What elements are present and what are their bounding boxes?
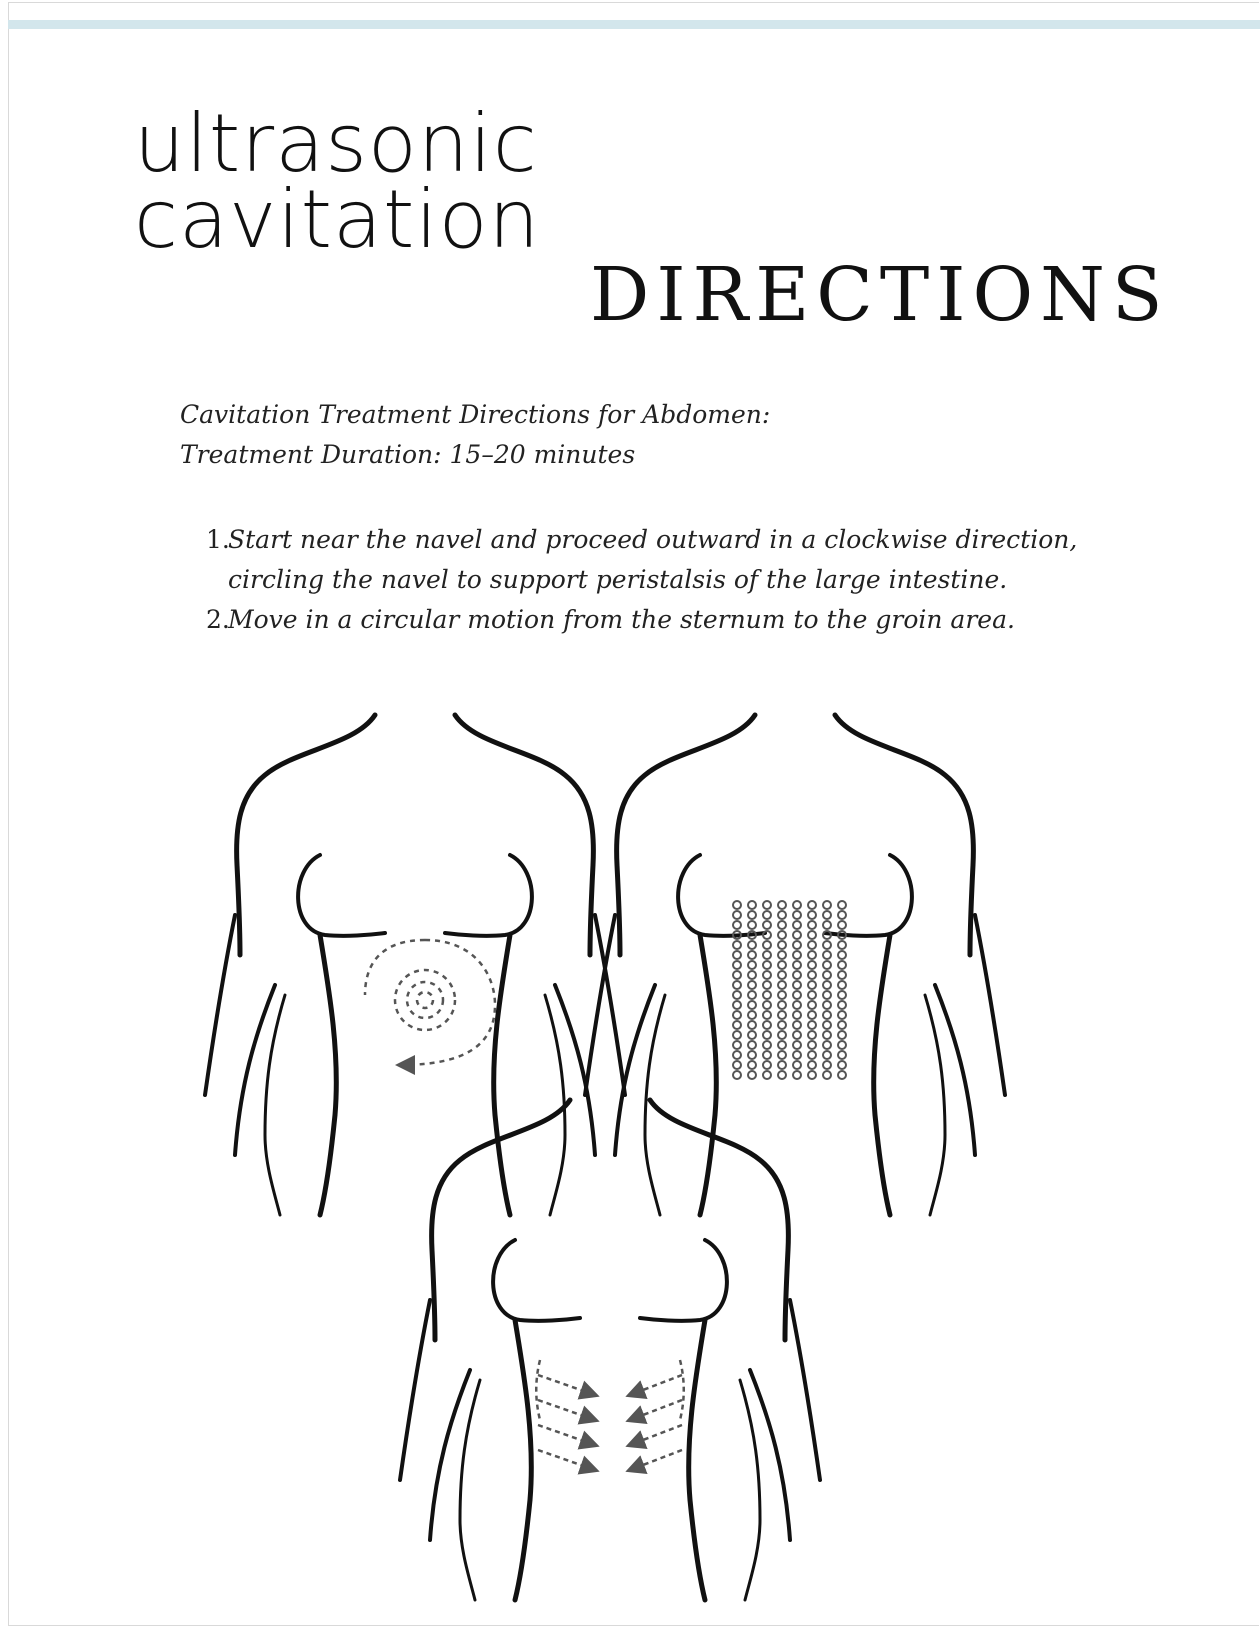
loop-mark bbox=[748, 1031, 756, 1039]
loop-mark bbox=[823, 991, 831, 999]
loop-mark bbox=[733, 901, 741, 909]
loop-mark bbox=[808, 1031, 816, 1039]
loop-mark bbox=[763, 951, 771, 959]
loop-mark bbox=[763, 971, 771, 979]
loop-mark bbox=[778, 931, 786, 939]
loop-mark bbox=[793, 1051, 801, 1059]
loop-mark bbox=[793, 931, 801, 939]
loop-mark bbox=[838, 901, 846, 909]
title-cavitation: cavitation bbox=[134, 173, 541, 266]
loop-mark bbox=[778, 981, 786, 989]
loop-mark bbox=[838, 1021, 846, 1029]
loop-mark bbox=[733, 1031, 741, 1039]
loop-mark bbox=[838, 981, 846, 989]
loop-mark bbox=[838, 1051, 846, 1059]
loops-figure bbox=[585, 715, 1005, 1215]
loop-mark bbox=[748, 941, 756, 949]
loop-mark bbox=[793, 1041, 801, 1049]
loop-mark bbox=[823, 901, 831, 909]
loop-mark bbox=[823, 1011, 831, 1019]
loop-mark bbox=[748, 1001, 756, 1009]
loop-mark bbox=[748, 991, 756, 999]
loop-mark bbox=[748, 961, 756, 969]
spiral-figure bbox=[205, 715, 625, 1215]
loop-mark bbox=[748, 981, 756, 989]
loop-mark bbox=[808, 921, 816, 929]
loop-mark bbox=[763, 1041, 771, 1049]
loop-mark bbox=[838, 961, 846, 969]
loop-mark bbox=[733, 921, 741, 929]
loop-mark bbox=[778, 1001, 786, 1009]
loop-mark bbox=[733, 1011, 741, 1019]
loop-mark bbox=[808, 1021, 816, 1029]
loop-mark bbox=[808, 961, 816, 969]
loop-mark bbox=[793, 1001, 801, 1009]
loop-mark bbox=[778, 991, 786, 999]
loop-mark bbox=[793, 991, 801, 999]
loop-mark bbox=[778, 1061, 786, 1069]
loop-mark bbox=[808, 1071, 816, 1079]
loop-mark bbox=[748, 921, 756, 929]
loop-mark bbox=[733, 1071, 741, 1079]
loop-mark bbox=[778, 1021, 786, 1029]
loop-mark bbox=[763, 921, 771, 929]
loop-mark bbox=[748, 971, 756, 979]
loop-mark bbox=[808, 1001, 816, 1009]
loop-mark bbox=[823, 921, 831, 929]
arrows-figure bbox=[400, 1100, 820, 1600]
loop-mark bbox=[793, 961, 801, 969]
loop-mark bbox=[763, 901, 771, 909]
loop-mark bbox=[838, 911, 846, 919]
loop-mark bbox=[793, 1021, 801, 1029]
loop-mark bbox=[793, 901, 801, 909]
loop-mark bbox=[793, 1061, 801, 1069]
loop-mark bbox=[733, 1001, 741, 1009]
loop-mark bbox=[823, 971, 831, 979]
loop-mark bbox=[823, 1001, 831, 1009]
loop-mark bbox=[823, 951, 831, 959]
step-number: 2. bbox=[206, 605, 230, 634]
loop-mark bbox=[733, 951, 741, 959]
loop-mark bbox=[808, 1011, 816, 1019]
loop-mark bbox=[733, 971, 741, 979]
loop-mark bbox=[838, 951, 846, 959]
loop-mark bbox=[733, 1051, 741, 1059]
loop-mark bbox=[763, 1071, 771, 1079]
loop-mark bbox=[748, 1061, 756, 1069]
loop-mark bbox=[778, 1051, 786, 1059]
loop-mark bbox=[748, 1011, 756, 1019]
loop-mark bbox=[823, 911, 831, 919]
loop-mark bbox=[778, 1071, 786, 1079]
loop-mark bbox=[793, 1031, 801, 1039]
loop-mark bbox=[823, 1041, 831, 1049]
loop-mark bbox=[823, 941, 831, 949]
loop-mark bbox=[838, 1071, 846, 1079]
loop-mark bbox=[793, 981, 801, 989]
loop-mark bbox=[778, 921, 786, 929]
loop-mark bbox=[778, 1031, 786, 1039]
intro-duration: Treatment Duration: 15–20 minutes bbox=[180, 440, 636, 469]
loop-mark bbox=[808, 971, 816, 979]
loop-mark bbox=[793, 941, 801, 949]
loop-mark bbox=[763, 1061, 771, 1069]
loop-mark bbox=[748, 1021, 756, 1029]
loop-mark bbox=[838, 1001, 846, 1009]
loop-mark bbox=[748, 1041, 756, 1049]
title-directions: DIRECTIONS bbox=[590, 252, 1170, 338]
loop-mark bbox=[763, 1011, 771, 1019]
loop-mark bbox=[778, 1011, 786, 1019]
loop-mark bbox=[793, 921, 801, 929]
loop-mark bbox=[838, 1061, 846, 1069]
loop-mark bbox=[763, 1051, 771, 1059]
loop-mark bbox=[763, 1021, 771, 1029]
loop-mark bbox=[808, 901, 816, 909]
loop-mark bbox=[763, 911, 771, 919]
loop-mark bbox=[763, 961, 771, 969]
loop-mark bbox=[808, 951, 816, 959]
loop-mark bbox=[733, 911, 741, 919]
loop-mark bbox=[808, 1041, 816, 1049]
loop-mark bbox=[838, 921, 846, 929]
loop-mark bbox=[838, 941, 846, 949]
loop-mark bbox=[793, 971, 801, 979]
loop-mark bbox=[808, 941, 816, 949]
loop-mark bbox=[823, 1071, 831, 1079]
loop-mark bbox=[748, 1051, 756, 1059]
loop-mark bbox=[823, 1021, 831, 1029]
loop-mark bbox=[778, 961, 786, 969]
loop-mark bbox=[748, 911, 756, 919]
loop-mark bbox=[763, 941, 771, 949]
loop-mark bbox=[838, 1011, 846, 1019]
loop-mark bbox=[778, 971, 786, 979]
loop-mark bbox=[838, 971, 846, 979]
step-text: circling the navel to support peristalsis of the large intestine. bbox=[228, 565, 1008, 594]
loop-mark bbox=[808, 911, 816, 919]
step-text: Move in a circular motion from the sternum to the groin area. bbox=[228, 605, 1015, 634]
loop-mark bbox=[733, 1021, 741, 1029]
loop-mark bbox=[733, 991, 741, 999]
step-number: 1. bbox=[206, 525, 230, 554]
loop-mark bbox=[778, 951, 786, 959]
loop-mark bbox=[808, 981, 816, 989]
loop-mark bbox=[748, 901, 756, 909]
loop-mark bbox=[808, 1061, 816, 1069]
loop-mark bbox=[733, 981, 741, 989]
loop-mark bbox=[793, 1011, 801, 1019]
loop-mark bbox=[733, 941, 741, 949]
loop-mark bbox=[778, 1041, 786, 1049]
loop-mark bbox=[793, 1071, 801, 1079]
loop-mark bbox=[748, 1071, 756, 1079]
loop-mark bbox=[823, 1051, 831, 1059]
loop-mark bbox=[733, 961, 741, 969]
loop-mark bbox=[838, 1041, 846, 1049]
loop-mark bbox=[823, 1031, 831, 1039]
loop-mark bbox=[733, 1041, 741, 1049]
loop-mark bbox=[808, 931, 816, 939]
loop-mark bbox=[838, 1031, 846, 1039]
loop-mark bbox=[808, 1051, 816, 1059]
loop-mark bbox=[823, 961, 831, 969]
title-ultrasonic: ultrasonic bbox=[134, 97, 538, 190]
loop-mark bbox=[763, 1001, 771, 1009]
loop-mark bbox=[823, 981, 831, 989]
loop-mark bbox=[763, 1031, 771, 1039]
loop-mark bbox=[763, 991, 771, 999]
loop-mark bbox=[808, 991, 816, 999]
loop-mark bbox=[793, 911, 801, 919]
loop-mark bbox=[778, 901, 786, 909]
loop-mark bbox=[763, 981, 771, 989]
loop-mark bbox=[778, 911, 786, 919]
loop-mark bbox=[748, 951, 756, 959]
intro-heading: Cavitation Treatment Directions for Abdomen: bbox=[180, 400, 771, 429]
loop-mark bbox=[793, 951, 801, 959]
step-text: Start near the navel and proceed outward in a clockwise direction, bbox=[228, 525, 1078, 554]
loop-mark bbox=[778, 941, 786, 949]
loop-mark bbox=[838, 991, 846, 999]
loop-mark bbox=[733, 1061, 741, 1069]
loop-mark bbox=[823, 1061, 831, 1069]
